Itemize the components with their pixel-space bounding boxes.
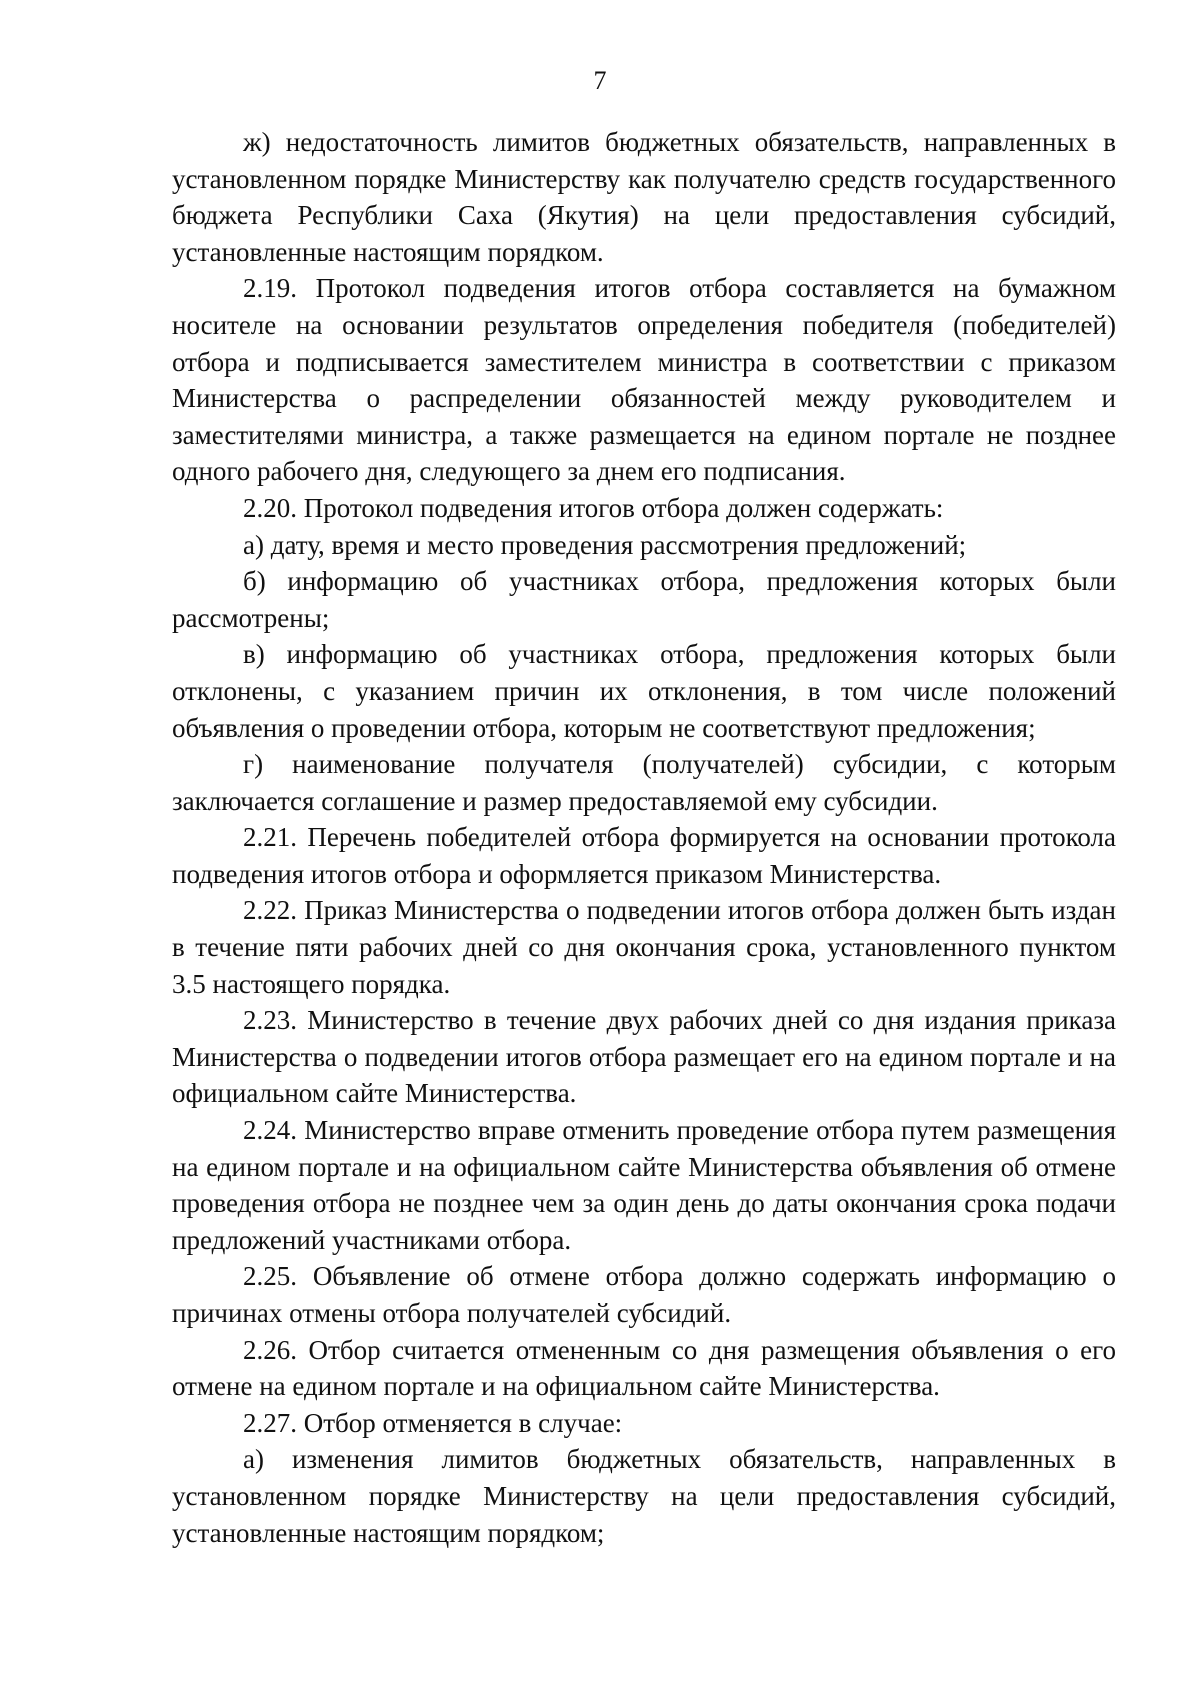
paragraph-2-20: 2.20. Протокол подведения итогов отбора должен содержать:: [243, 492, 944, 523]
paragraph-2-20-v: в) информацию об участниках отбора, предложения которых были отклонены, с указанием причин их отклонения, в том числе положений объявления о проведении отбора, которым не соответствуют предложения;: [172, 639, 1116, 743]
document-body: [172, 124, 1116, 1551]
paragraph-2-19: 2.19. Протокол подведения итогов отбора составляется на бумажном носителе на основании результатов определения победителя (победителей) отбора и подписывается заместителем министра в соответствии с приказом Министерства о распределении обязанностей между руководителем и заместителями министра, а также размещается на едином портале не позднее одного рабочего дня, следующего за днем его подписания.: [172, 273, 1116, 487]
paragraph-2-25: 2.25. Объявление об отмене отбора должно содержать информацию о причинах отмены отбора получателей субсидий.: [172, 1261, 1116, 1328]
paragraph-2-27-a: а) изменения лимитов бюджетных обязательств, направленных в установленном порядке Министерству на цели предоставления субсидий, установленные настоящим порядком;: [172, 1444, 1116, 1548]
paragraph-2-27: 2.27. Отбор отменяется в случае:: [243, 1407, 623, 1438]
paragraph-2-23: 2.23. Министерство в течение двух рабочих дней со дня издания приказа Министерства о подведении итогов отбора размещает его на едином портале и на официальном сайте Министерства.: [172, 1005, 1116, 1109]
paragraph-zh-budget-limits: ж) недостаточность лимитов бюджетных обязательств, направленных в установленном порядке Министерству как получателю средств государственного бюджета Республики Саха (Якутия) на цели предоставления субсидий, установленные настоящим порядком.: [172, 127, 1116, 267]
paragraph-2-22: 2.22. Приказ Министерства о подведении итогов отбора должен быть издан в течение пяти рабочих дней со дня окончания срока, установленного пунктом 3.5 настоящего порядка.: [172, 895, 1116, 999]
page-number: 7: [593, 66, 607, 95]
paragraph-2-20-a: а) дату, время и место проведения рассмотрения предложений;: [243, 529, 967, 560]
paragraph-2-20-g: г) наименование получателя (получателей) субсидии, с которым заключается соглашение и размер предоставляемой ему субсидии.: [172, 749, 1116, 816]
paragraph-2-24: 2.24. Министерство вправе отменить проведение отбора путем размещения на едином портале и на официальном сайте Министерства объявления об отмене проведения отбора не позднее чем за один день до даты окончания срока подачи предложений участниками отбора.: [172, 1115, 1116, 1255]
paragraph-2-26: 2.26. Отбор считается отмененным со дня размещения объявления о его отмене на едином портале и на официальном сайте Министерства.: [172, 1334, 1116, 1402]
paragraph-2-21: 2.21. Перечень победителей отбора формируется на основании протокола подведения итогов отбора и оформляется приказом Министерства.: [172, 822, 1116, 889]
paragraph-2-20-b: б) информацию об участниках отбора, предложения которых были рассмотрены;: [172, 566, 1116, 633]
